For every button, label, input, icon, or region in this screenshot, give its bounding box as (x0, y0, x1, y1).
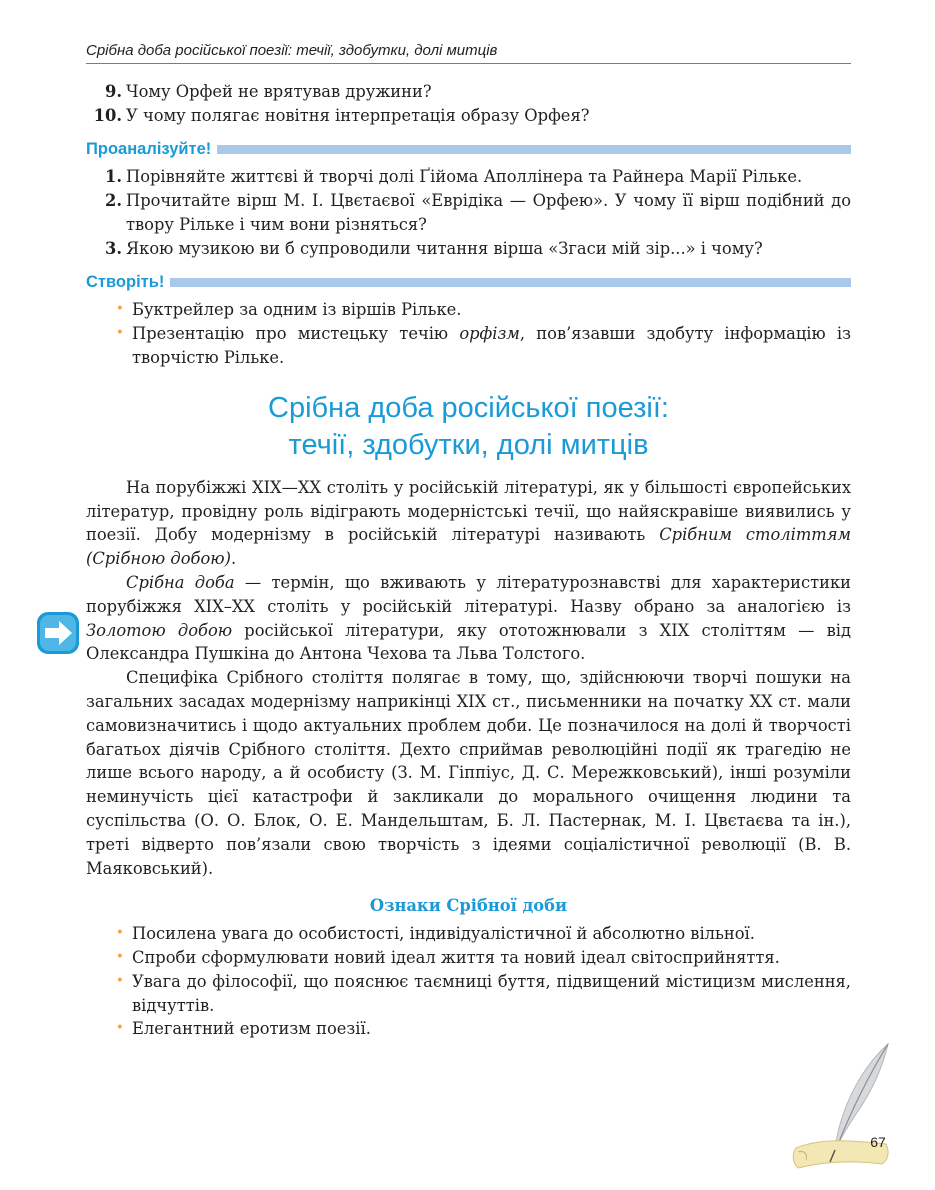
features-list (86, 922, 851, 1041)
bullet-icon: • (115, 948, 124, 965)
list-item: • Спроби сформулювати новий ідеал життя та новий ідеал світосприйняття. (86, 946, 851, 970)
list-item: • Посилена увага до особистості, індивідуалістичної й абсолютно вільної. (86, 922, 851, 946)
bullet-icon: • (115, 972, 124, 989)
list-item: 9. Чому Орфей не врятував дружини? (105, 82, 432, 101)
list-item: • Елегантний еротизм поезії. (86, 1017, 851, 1041)
list-item: 1. Порівняйте життєві й творчі долі Ґійома Аполлінера та Райнера Марії Рільке. (105, 167, 803, 187)
list-item: 2. Прочитайте вірш М. І. Цвєтаєвої «Еврідіка — Орфею». У чому її вірш подібний до твору Рільке і чим вони різняться? (105, 191, 851, 234)
page-number: 67 (870, 1134, 886, 1150)
heading-bar (217, 145, 851, 154)
list-item: • Презентацію про мистецьку течію орфізм, пов’язавши здобуту інформацію із творчістю Рільке. (86, 322, 851, 370)
list-item: 10. У чому полягає новітня інтерпретація образу Орфея? (93, 105, 590, 125)
bullet-icon: • (115, 325, 124, 342)
arrow-right-icon (35, 610, 81, 656)
list-item: • Увага до філософії, що пояснює таємниці буття, підвищений містицизм мислення, відчуттів. (86, 970, 851, 1018)
page-content (86, 80, 851, 1041)
paragraph: Специфіка Срібного століття полягає в тому, що, здійснюючи творчі пошуки на загальних засадах модернізму наприкінці XIX ст., письменники на початку XX ст. мали самовизначитись і щодо актуальних проблем доби. Це позначилося на долі й творчості багатьох діячів Срібного століття. Дехто сприймав революційні події як трагедію не лише всього народу, а й особисту (З. М. Гіппіус, Д. С. Мережковський), інші розуміли неминучість цієї катастрофи й закликали до морального очищення людини та суспільства (О. О. Блок, О. Е. Мандельштам, Б. Л. Пастернак, М. І. Цвєтаєва та ін.), треті відверто пов’язали свою творчість з ідеями соціалістичної революції (В. В. Маяковський). (86, 668, 851, 878)
list-item: • Буктрейлер за одним із віршів Рільке. (86, 298, 851, 322)
bullet-icon: • (115, 925, 124, 942)
paragraph: Срібна доба — термін, що вживають у літературознавстві для характеристики порубіжжя XIX–XX століть у російській літературі. Назву обрано за аналогією із Золотою добою російської літератури, яку ототожнювали з XIX століттям — від Олександра Пушкіна до Антона Чехова та Льва Толстого. (86, 572, 851, 664)
list-item: 3. Якою музикою ви б супроводили читання вірша «Згаси мій зір...» і чому? (105, 238, 763, 258)
analyze-heading: Проаналізуйте! (86, 138, 851, 162)
features-heading: Ознаки Срібної доби (369, 896, 568, 916)
page-title: Срібна доба російської поезії: течії, здобутки, долі митців (268, 391, 669, 461)
heading-bar (170, 278, 851, 287)
question-list (86, 80, 851, 128)
running-header: Срібна доба російської поезії: течії, здобутки, долі митців (86, 42, 851, 64)
create-heading: Створіть! (86, 271, 851, 295)
bullet-icon: • (115, 301, 124, 318)
bullet-icon: • (115, 1020, 124, 1037)
create-list (86, 298, 851, 369)
paragraph: На порубіжжі XIX—XX століть у російській літературі, як у більшості європейських літератур, провідну роль відіграють модерністські течії, що найяскравіше виявились у поезії. Добу модернізму в російській літературі називають Срібним століттям (Срібною добою). (86, 477, 852, 569)
analyze-list (86, 165, 851, 260)
